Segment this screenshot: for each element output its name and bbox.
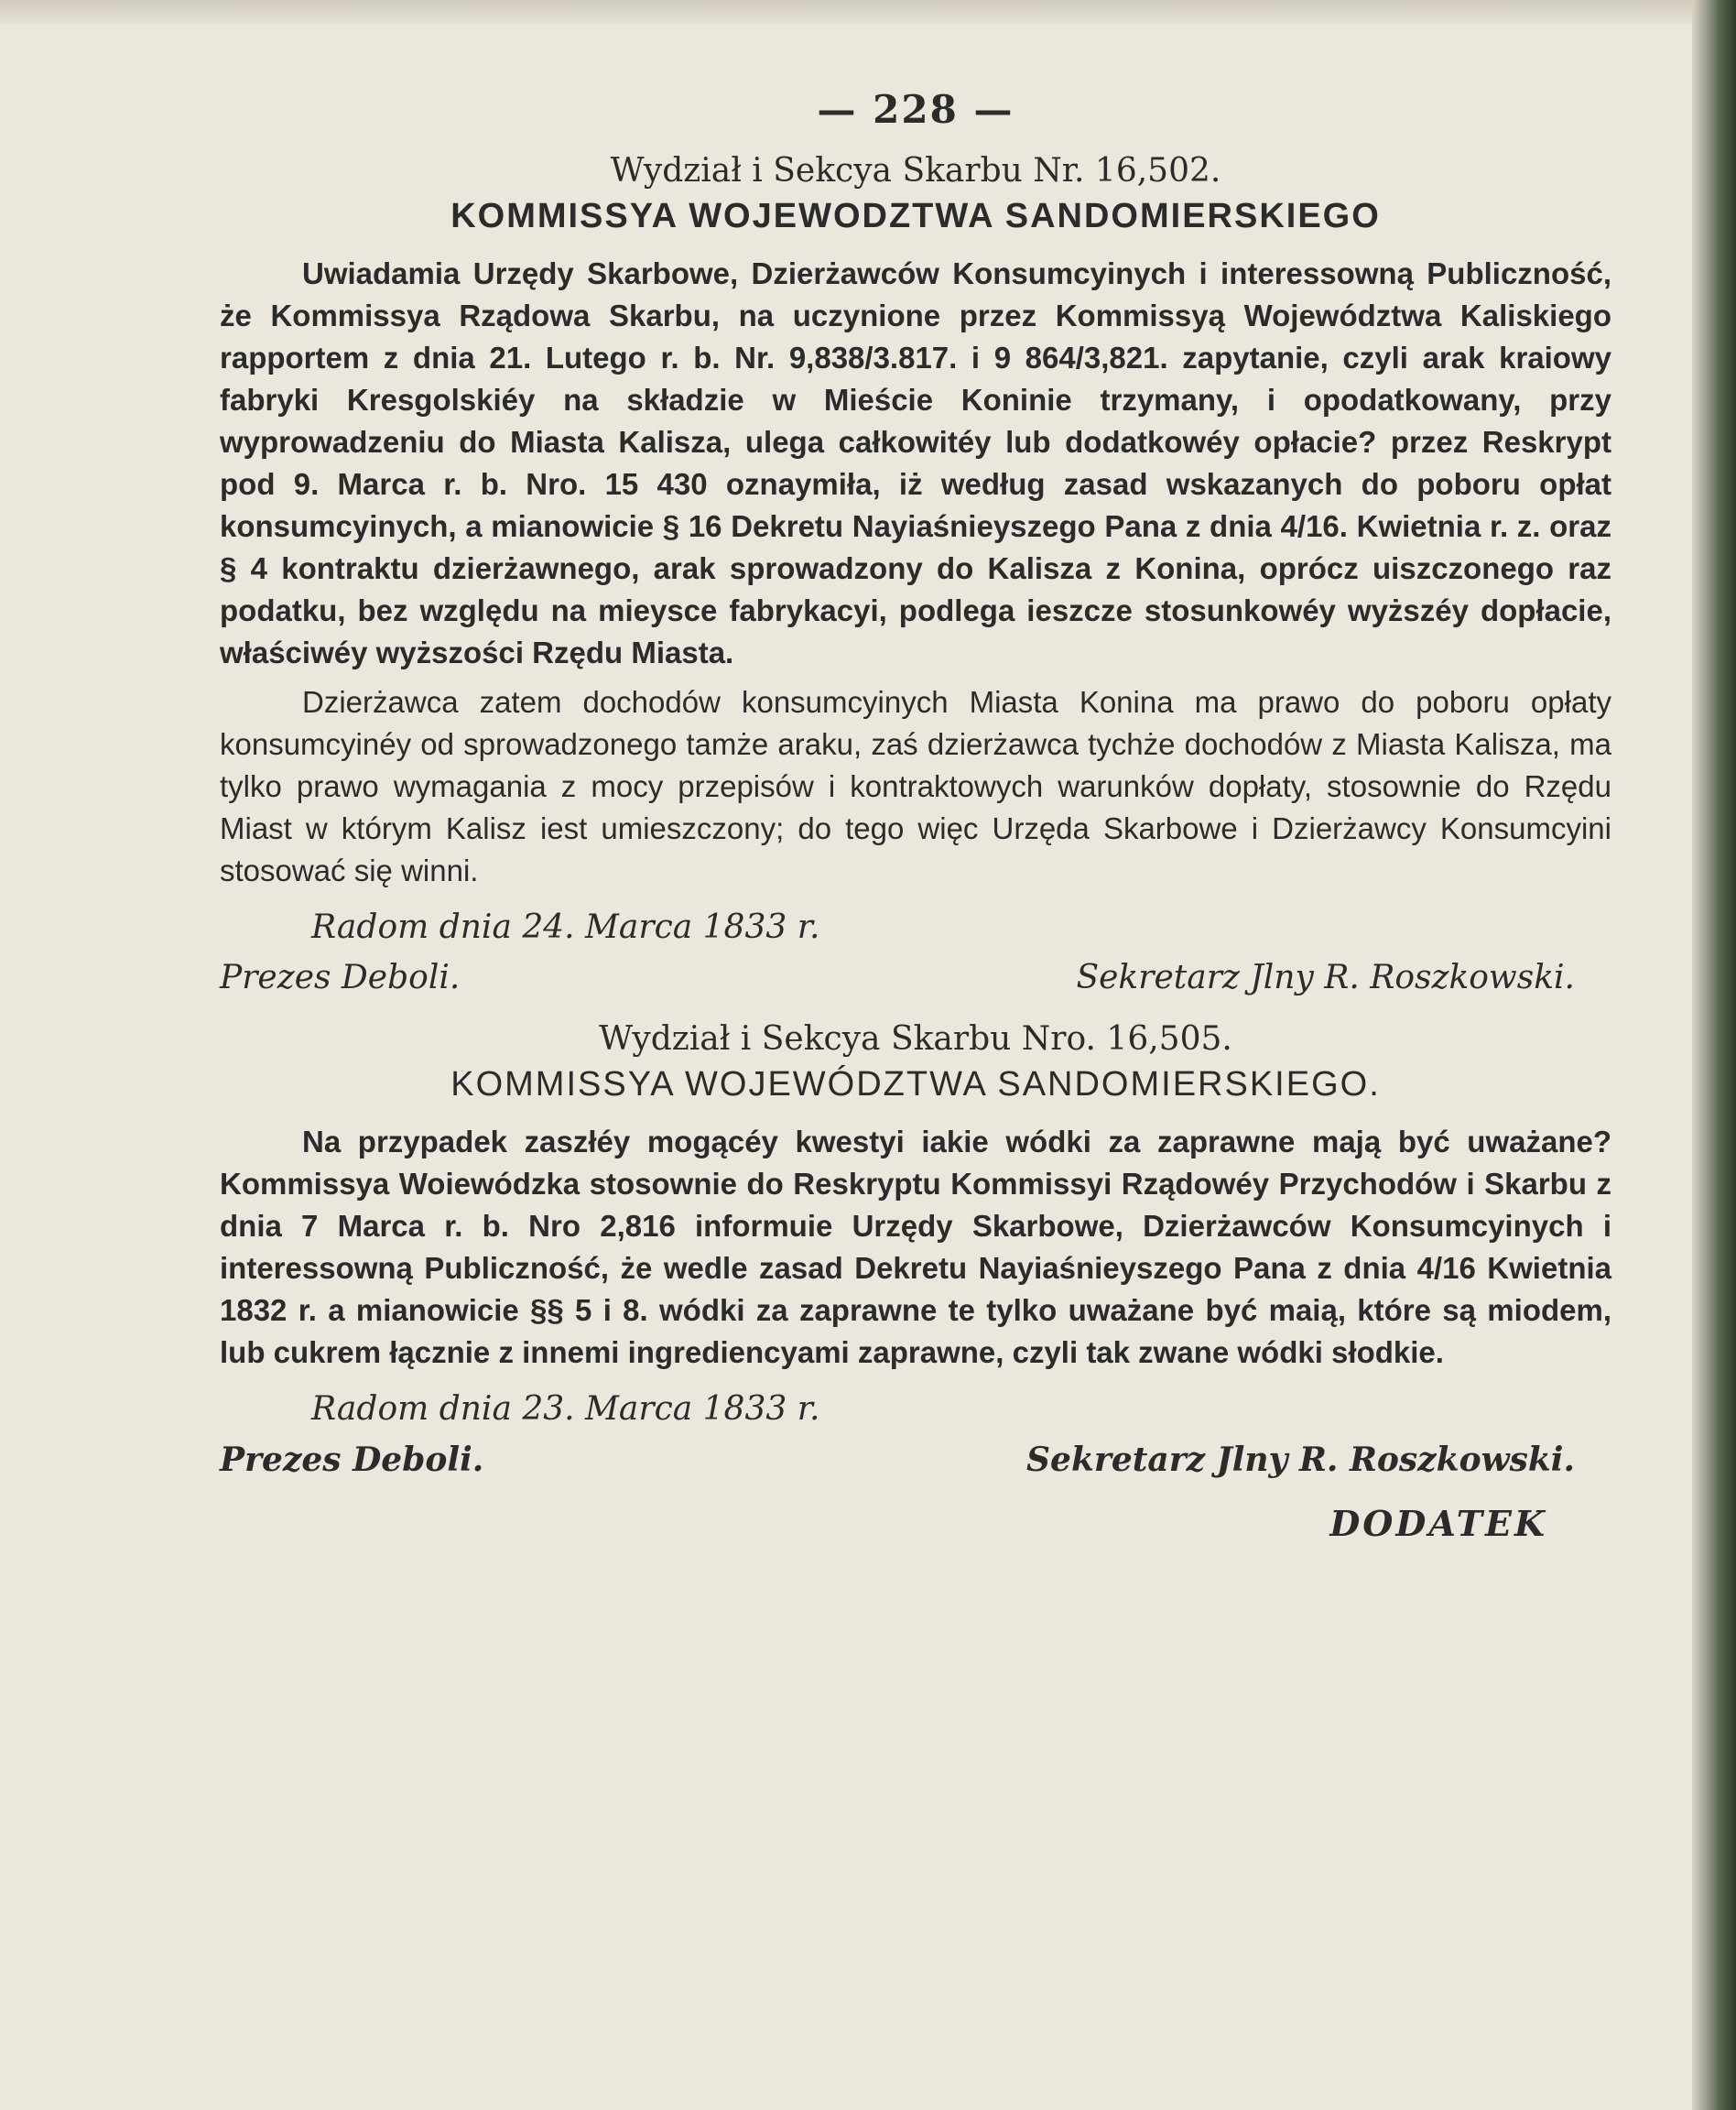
page-top-edge: [0, 0, 1694, 24]
section1-paragraph-1: Uwiadamia Urzędy Skarbowe, Dzierżawców Konsumcyinych i interessowną Publiczność, że Kommissya Rządowa Skarbu, na uczynione przez Kommissyą Województwa Kaliskiego rapportem z dnia 21. Lutego r. b. Nr. 9,838/3.817. i 9 864/3,821. zapytanie, czyli arak kraiowy fabryki Kresgolskiéy na składzie w Mieście Koninie trzymany, i opodatkowany, przy wyprowadzeniu do Miasta Kalisza, ulega całkowitéy lub dodatkowéy opłacie? przez Reskrypt pod 9. Marca r. b. Nro. 15 430 oznaymiła, iż według zasad wskazanych do poboru opłat konsumcyinych, a mianowicie § 16 Dekretu Nayiaśnieyszego Pana z dnia 4/16. Kwietnia r. z. oraz § 4 kontraktu dzierżawnego, arak sprowadzony do Kalisza z Konina, oprócz uiszczonego raz podatku, bez względu na mieysce fabrykacyi, podlega ieszcze stosunkowéy wyższéy dopłacie, właściwéy wyższości Rzędu Miasta.: [220, 256, 1611, 669]
book-binding-edge: [1692, 0, 1736, 2110]
section1-paragraph-2: Dzierżawca zatem dochodów konsumcyinych Miasta Konina ma prawo do poboru opłaty konsumcyinéy od sprowadzonego tamże araku, zaś dzierżawca tychże dochodów z Miasta Kalisza, ma tylko prawo wymagania z mocy przepisów i kontraktowych warunków dopłaty, stosownie do Rzędu Miast w którym Kalisz iest umieszczony; do tego więc Urzęda Skarbowe i Dzierżawcy Konsumcyini stosować się winni.: [220, 685, 1611, 887]
section1-date: Radom dnia 24. Marca 1833 r.: [311, 908, 820, 946]
section2-date: Radom dnia 23. Marca 1833 r.: [311, 1390, 820, 1428]
section1-signatures: [220, 959, 1575, 996]
section2-heading: Wydział i Sekcya Skarbu Nro. 16,505.: [599, 1020, 1232, 1058]
section2-paragraph-1: Na przypadek zaszłéy mogącéy kwestyi iakie wódki za zaprawne mają być uważane? Kommissya Woiewódzka stosownie do Reskryptu Kommissyi Rządowéy Przychodów i Skarbu z dnia 7 Marca r. b. Nro 2,816 informuie Urzędy Skarbowe, Dzierżawców Konsumcyinych i interessowną Publiczność, że wedle zasad Dekretu Nayiaśnieyszego Pana z dnia 4/16 Kwietnia 1832 r. a mianowicie §§ 5 i 8. wódki za zaprawne te tylko uważane być maią, które są miodem, lub cukrem łącznie z innemi ingrediencyami zaprawne, czyli tak zwane wódki słodkie.: [220, 1125, 1611, 1369]
section2-secretary: Sekretarz Jlny R. Roszkowski.: [1026, 1441, 1575, 1479]
section1-president: Prezes Deboli.: [220, 959, 461, 996]
catchword: DODATEK: [1329, 1503, 1547, 1544]
page-number: — 228 —: [817, 87, 1014, 132]
section1-commission-title: KOMMISSYA WOJEWODZTWA SANDOMIERSKIEGO: [450, 197, 1381, 235]
section2-commission-title: KOMMISSYA WOJEWÓDZTWA SANDOMIERSKIEGO.: [450, 1065, 1381, 1104]
section2-signatures: [220, 1441, 1575, 1479]
section1-heading: Wydział i Sekcya Skarbu Nr. 16,502.: [610, 152, 1221, 190]
page-content: [220, 87, 1611, 1544]
section1-secretary: Sekretarz Jlny R. Roszkowski.: [1076, 959, 1575, 996]
section2-president: Prezes Deboli.: [220, 1441, 484, 1479]
